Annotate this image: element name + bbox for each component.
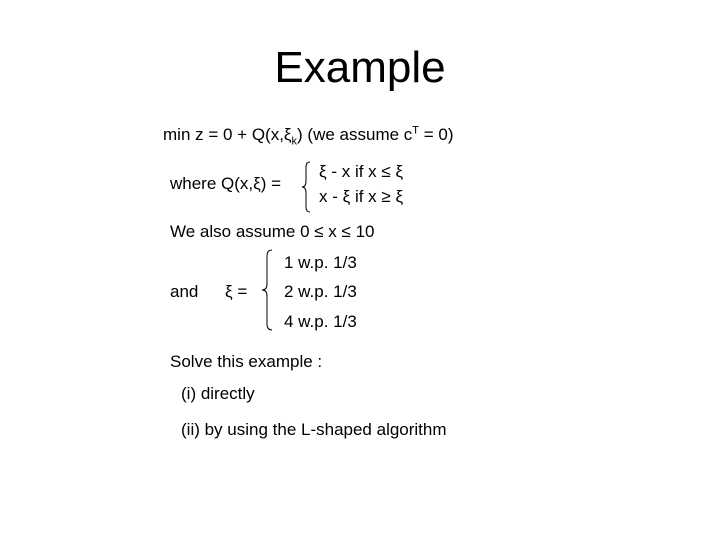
objective-line — [163, 124, 454, 146]
where-label: where Q(x,ξ) = — [170, 174, 282, 193]
objective-subscript: k — [291, 135, 298, 148]
objective-mid: ) (we assume c — [297, 125, 413, 144]
distribution-case-3: 4 w.p. 1/3 — [284, 312, 357, 331]
distribution-case-2: 2 w.p. 1/3 — [284, 282, 357, 301]
left-brace-icon — [300, 160, 316, 214]
objective-suffix: = 0) — [419, 125, 454, 144]
where-case-1: ξ - x if x ≤ ξ — [319, 162, 404, 181]
left-brace-icon — [260, 248, 278, 332]
solve-heading: Solve this example : — [170, 352, 323, 371]
objective-superscript: T — [412, 124, 420, 137]
xi-label: ξ = — [225, 282, 248, 301]
slide-title: Example — [274, 43, 446, 92]
method-item-2: (ii) by using the L-shaped algorithm — [181, 420, 447, 439]
distribution-case-1: 1 w.p. 1/3 — [284, 253, 357, 272]
and-label: and — [170, 282, 199, 301]
assumption-text: We also assume 0 ≤ x ≤ 10 — [170, 222, 375, 241]
method-item-1: (i) directly — [181, 384, 255, 403]
where-case-2: x - ξ if x ≥ ξ — [319, 187, 404, 206]
objective-prefix: min z = 0 + Q(x,ξ — [163, 125, 292, 144]
